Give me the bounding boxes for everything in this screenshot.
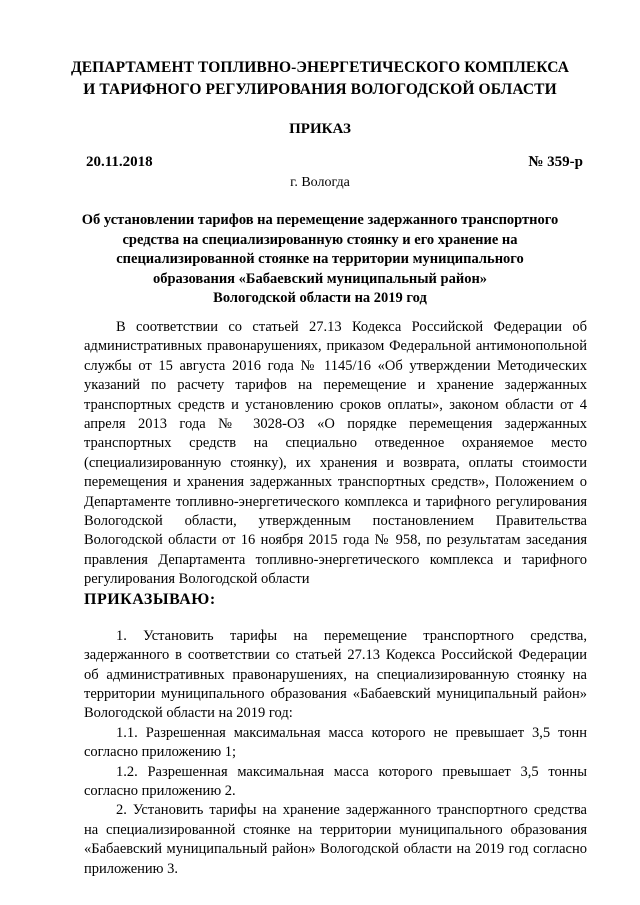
order-directive-word: ПРИКАЗЫВАЮ: <box>84 590 216 608</box>
order-city: г. Вологда <box>290 175 350 190</box>
document-title-line-4: образования «Бабаевский муниципальный район» <box>152 270 488 287</box>
document-title-line-3: специализированной стоянке на территории муниципального <box>116 251 524 267</box>
item-1-paragraph: 1. Установить тарифы на перемещение транспортного средства, задержанного в соответствии со статьей 27.13 Кодекса Российской Федерации об административных правонарушениях, на специализированную стоянку на территории муниципального образования «Бабаевский муниципальный район» Вологодской области на 2019 год: <box>84 627 587 722</box>
order-title: ПРИКАЗ <box>289 121 351 137</box>
document-body <box>84 318 587 879</box>
document-title <box>80 211 560 309</box>
department-line-1: ДЕПАРТАМЕНТ ТОПЛИВНО-ЭНЕРГЕТИЧЕСКОГО КОМПЛЕКСА <box>70 59 570 76</box>
department-line-2: И ТАРИФНОГО РЕГУЛИРОВАНИЯ ВОЛОГОДСКОЙ ОБЛАСТИ <box>83 81 557 98</box>
item-1-1-paragraph: 1.1. Разрешенная максимальная масса которого не превышает 3,5 тонн согласно приложению 1; <box>84 724 587 761</box>
document-title-line-2: средства на специализированную стоянку и его хранение на <box>122 231 518 248</box>
document-title-line-5: Вологодской области на 2019 год <box>213 290 427 306</box>
document-title-line-1: Об установлении тарифов на перемещение задержанного транспортного <box>81 212 559 228</box>
item-1-2-paragraph: 1.2. Разрешенная максимальная масса которого превышает 3,5 тонны согласно приложению 2. <box>84 763 587 799</box>
preamble-paragraph: В соответствии со статьей 27.13 Кодекса Российской Федерации об административных правонарушениях, приказом Федеральной антимонопольной службы от 15 августа 2016 года № 1145/16 «Об утверждении Методических указаний по расчету тарифов на перемещение и хранение задержанных транспортных средств и установлению сроков оплаты», законом области от 4 апреля 2013 года № 3028-ОЗ «О порядке перемещения задержанных транспортных средств на специально отведенное охраняемое место (специализированную стоянку), их хранения и возврата, оплаты стоимости перемещения и хранения задержанных транспортных средств», Положением о Департаменте топливно-энергетического комплекса и тарифного регулирования Вологодской области, утвержденным постановлением Правительства Вологодской области от 16 ноября 2015 года № 958, по результатам заседания правления Департамента топливно-энергетического комплекса и тарифного регулирования Вологодской области <box>84 319 587 588</box>
department-name <box>60 57 580 101</box>
order-number: № 359-р <box>528 154 583 170</box>
order-date: 20.11.2018 <box>86 154 153 170</box>
item-2-paragraph: 2. Установить тарифы на хранение задержанного транспортного средства на специализированной стоянке на территории муниципального образования «Бабаевский муниципальный район» Вологодской области на 2019 год согласно приложению 3. <box>84 802 587 877</box>
